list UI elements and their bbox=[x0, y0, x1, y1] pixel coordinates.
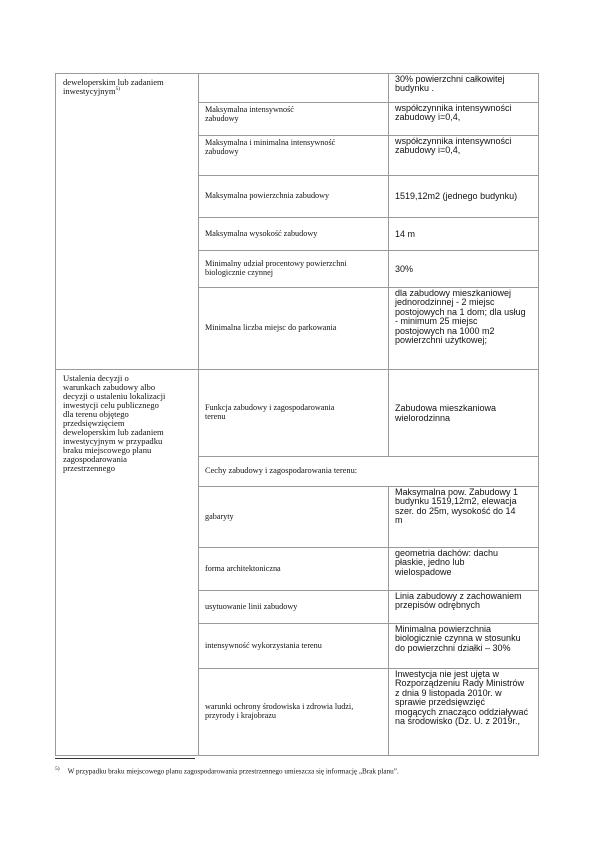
zoning-decision-label: Ustalenia decyzji o warunkach zabudowy albo decyzji o ustaleniu lokalizacji inwestycji celu publicznego dla terenu objętego przedsięwzięciem deweloperskim lub zadaniem inwestycyjnym w przypadku braku miejscowego planu zagospodarowania przestrzennego bbox=[63, 373, 166, 474]
zoning-decision-cell bbox=[56, 370, 199, 756]
environment-value: Inwestycja nie jest ujęta w Rozporządzeniu Rady Ministrów z dnia 9 listopada 2010r. w sprawie przedsięwzięć mogących znacząco oddziaływać na środowisko (Dz. U. z 2019r., bbox=[389, 669, 539, 756]
developer-project-label: deweloperskim lub zadaniem inwestycyjnym bbox=[63, 77, 164, 97]
row-label bbox=[199, 74, 389, 103]
max-height-label: Maksymalna wysokość zabudowy bbox=[199, 218, 389, 251]
min-parking-value: dla zabudowy mieszkaniowej jednorodzinnej - 2 miejsc postojowych na 1 dom; dla usług - minimum 25 miejsc postojowych na 1000 m2 powierzchni użytkowej; bbox=[389, 288, 539, 370]
table-row bbox=[56, 74, 539, 103]
dimensions-value: Maksymalna pow. Zabudowy 1 budynku 1519,12m2, elewacja szer. do 25m, wysokość do 14 m bbox=[389, 487, 539, 548]
min-parking-label: Minimalna liczba miejsc do parkowania bbox=[199, 288, 389, 370]
developer-project-cell bbox=[56, 74, 199, 370]
land-use-intensity-value: Minimalna powierzchnia biologicznie czynna w stosunku do powierzchni działki – 30% bbox=[389, 624, 539, 669]
max-intensity-label: Maksymalna intensywność zabudowy bbox=[199, 103, 389, 136]
max-building-area-value: 1519,12m2 (jednego budynku) bbox=[389, 176, 539, 218]
architecture-label: forma architektoniczna bbox=[199, 548, 389, 591]
footnote-mark: 5) bbox=[55, 766, 60, 772]
row-value: 30% powierzchni całkowitej budynku . bbox=[389, 74, 539, 103]
function-value: Zabudowa mieszkaniowa wielorodzinna bbox=[389, 370, 539, 457]
table-row bbox=[56, 370, 539, 457]
footnote-text: W przypadku braku miejscowego planu zagospodarowania przestrzennego umieszcza się informację „Brak planu”. bbox=[67, 767, 399, 776]
building-line-value: Linia zabudowy z zachowaniem przepisów odrębnych bbox=[389, 591, 539, 624]
min-max-intensity-label: Maksymalna i minimalna intensywność zabudowy bbox=[199, 136, 389, 176]
footnote-separator bbox=[55, 758, 195, 759]
function-label: Funkcja zabudowy i zagospodarowania terenu bbox=[199, 370, 389, 457]
bio-active-area-label: Minimalny udział procentowy powierzchni biologicznie czynnej bbox=[199, 251, 389, 288]
building-line-label: usytuowanie linii zabudowy bbox=[199, 591, 389, 624]
environment-label: warunki ochrony środowiska i zdrowia ludzi, przyrody i krajobrazu bbox=[199, 669, 389, 756]
land-use-intensity-label: intensywność wykorzystania terenu bbox=[199, 624, 389, 669]
max-building-area-label: Maksymalna powierzchnia zabudowy bbox=[199, 176, 389, 218]
dimensions-label: gabaryty bbox=[199, 487, 389, 548]
architecture-value: geometria dachów: dachu płaskie, jedno lub wielospadowe bbox=[389, 548, 539, 591]
min-max-intensity-value: współczynnika intensywności zabudowy i=0,4, bbox=[389, 136, 539, 176]
max-height-value: 14 m bbox=[389, 218, 539, 251]
max-intensity-value: współczynnika intensywności zabudowy i=0,4, bbox=[389, 103, 539, 136]
bio-active-area-value: 30% bbox=[389, 251, 539, 288]
footnote bbox=[55, 766, 545, 775]
footnote-ref: 5) bbox=[115, 86, 121, 93]
features-header: Cechy zabudowy i zagospodarowania terenu: bbox=[199, 457, 539, 487]
zoning-table bbox=[55, 73, 539, 756]
